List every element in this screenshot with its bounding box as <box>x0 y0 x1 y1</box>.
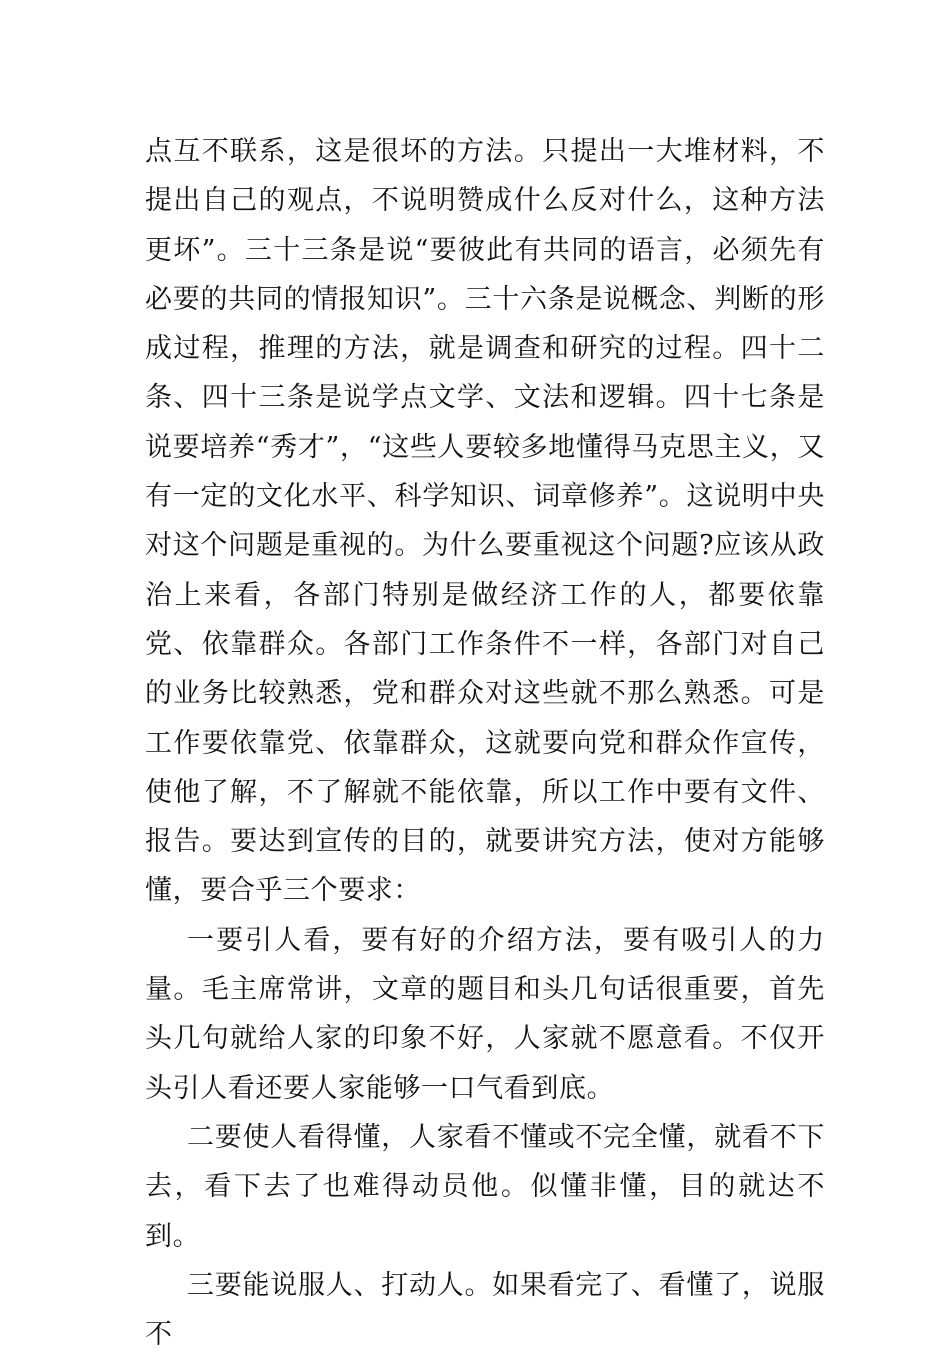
paragraph-3: 二要使人看得懂，人家看不懂或不完全懂，就看不下去，看下去了也难得动员他。似懂非懂，目的就达不到。 <box>145 1121 825 1252</box>
body-text <box>145 127 825 1359</box>
paragraph-2: 一要引人看，要有好的介绍方法，要有吸引人的力量。毛主席常讲，文章的题目和头几句话很重要，首先头几句就给人家的印象不好，人家就不愿意看。不仅开头引人看还要人家能够一口气看到底。 <box>145 924 825 1104</box>
paragraph-1: 点互不联系，这是很坏的方法。只提出一大堆材料，不提出自己的观点，不说明赞成什么反对什么，这种方法更坏”。三十三条是说“要彼此有共同的语言，必须先有必要的共同的情报知识”。三十六条是说概念、判断的形成过程，推理的方法，就是调查和研究的过程。四十二条、四十三条是说学点文学、文法和逻辑。四十七条是说要培养“秀才”，“这些人要较多地懂得马克思主义，又有一定的文化水平、科学知识、词章修养”。这说明中央对这个问题是重视的。为什么要重视这个问题?应该从政治上来看，各部门特别是做经济工作的人，都要依靠党、依靠群众。各部门工作条件不一样，各部门对自己的业务比较熟悉，党和群众对这些就不那么熟悉。可是工作要依靠党、依靠群众，这就要向党和群众作宣传，使他了解，不了解就不能依靠，所以工作中要有文件、报告。要达到宣传的目的，就要讲究方法，使对方能够懂，要合乎三个要求： <box>145 136 825 907</box>
paragraph-4: 三要能说服人、打动人。如果看完了、看懂了，说服不 <box>145 1269 825 1351</box>
